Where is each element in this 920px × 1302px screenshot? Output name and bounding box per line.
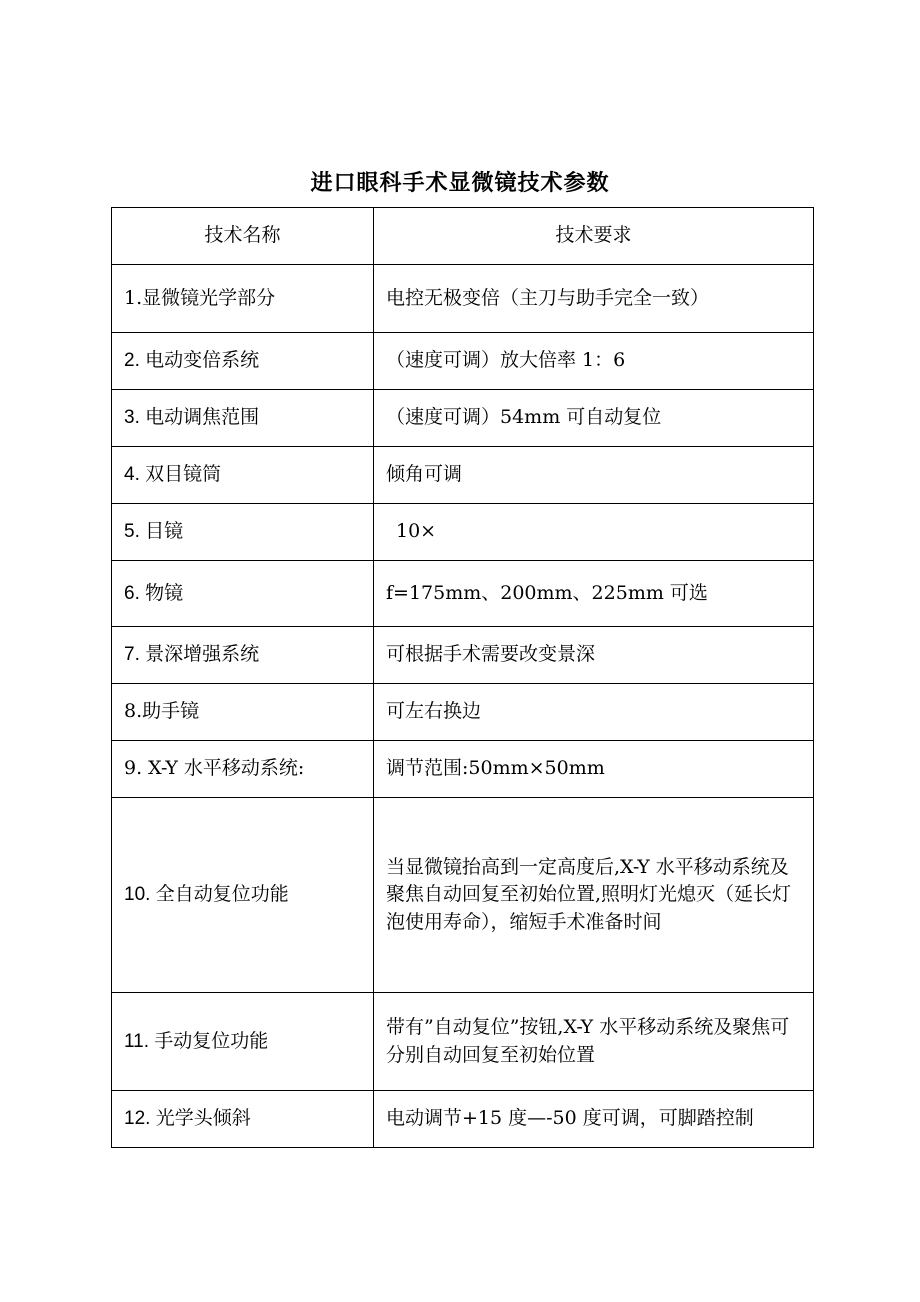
row-name-cell: 12. 光学头倾斜 [112, 1091, 374, 1148]
row-requirement-cell: （速度可调）54mm 可自动复位 [374, 390, 814, 447]
row-name-cell: 10. 全自动复位功能 [112, 798, 374, 993]
header-requirement-cell: 技术要求 [374, 208, 814, 265]
row-name-cell: 3. 电动调焦范围 [112, 390, 374, 447]
row-name-cell: 1.显微镜光学部分 [112, 265, 374, 333]
row-requirement-cell: （速度可调）放大倍率 1：6 [374, 333, 814, 390]
row-requirement-cell: 调节范围:50mm×50mm [374, 741, 814, 798]
table-row [112, 504, 814, 561]
table-row [112, 333, 814, 390]
table-row [112, 684, 814, 741]
row-requirement-cell: 当显微镜抬高到一定高度后,X-Y 水平移动系统及聚焦自动回复至初始位置,照明灯光熄灭（延长灯泡使用寿命），缩短手术准备时间 [374, 798, 814, 993]
row-requirement-cell: 可左右换边 [374, 684, 814, 741]
row-requirement-cell: 电控无极变倍（主刀与助手完全一致） [374, 265, 814, 333]
row-name-cell: 4. 双目镜筒 [112, 447, 374, 504]
row-name-cell: 2. 电动变倍系统 [112, 333, 374, 390]
row-requirement-cell: 10× [374, 504, 814, 561]
row-name-cell: 9. X-Y 水平移动系统: [112, 741, 374, 798]
table-row [112, 447, 814, 504]
row-name-cell: 5. 目镜 [112, 504, 374, 561]
row-name-cell: 8.助手镜 [112, 684, 374, 741]
row-name-cell: 6. 物镜 [112, 561, 374, 627]
row-requirement-cell: f=175mm、200mm、225mm 可选 [374, 561, 814, 627]
table-header-row [112, 208, 814, 265]
row-requirement-cell: 电动调节+15 度—-50 度可调，可脚踏控制 [374, 1091, 814, 1148]
row-name-cell: 11. 手动复位功能 [112, 993, 374, 1091]
row-name-cell: 7. 景深增强系统 [112, 627, 374, 684]
table-row [112, 561, 814, 627]
document-title: 进口眼科手术显微镜技术参数 [310, 170, 610, 196]
table-row [112, 265, 814, 333]
table-row [112, 1091, 814, 1148]
row-requirement-cell: 带有”自动复位”按钮,X-Y 水平移动系统及聚焦可分别自动回复至初始位置 [374, 993, 814, 1091]
table-row [112, 390, 814, 447]
header-name-cell: 技术名称 [112, 208, 374, 265]
table-row [112, 741, 814, 798]
row-requirement-cell: 倾角可调 [374, 447, 814, 504]
row-requirement-cell: 可根据手术需要改变景深 [374, 627, 814, 684]
table-row [112, 627, 814, 684]
spec-table [111, 207, 814, 1148]
table-row [112, 993, 814, 1091]
table-row [112, 798, 814, 993]
